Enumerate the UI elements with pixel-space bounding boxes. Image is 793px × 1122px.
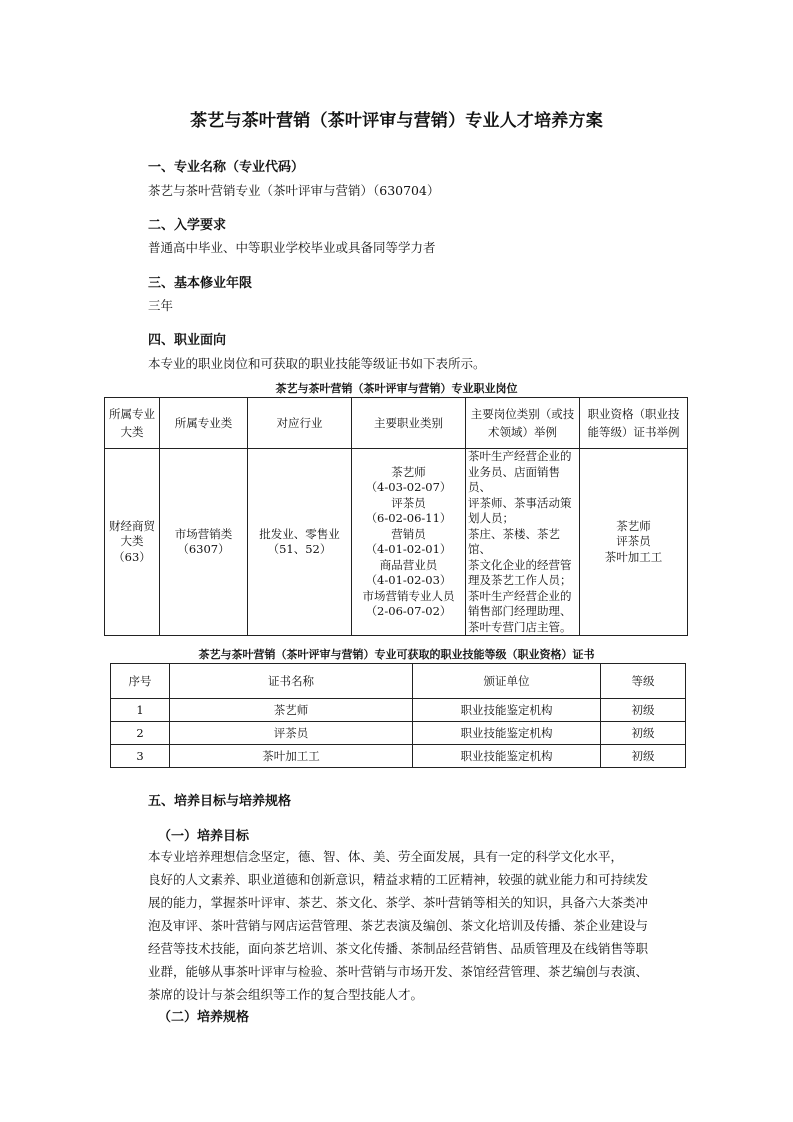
cell-line: 商品营业员 <box>379 557 438 572</box>
cell-line: 茶艺师 <box>391 464 426 479</box>
table-cell: 职业技能鉴定机构 <box>413 699 601 722</box>
table-cell: 初级 <box>601 699 686 722</box>
paragraph-line: 茶席的设计与茶会组织等工作的复合型技能人才。 <box>148 987 424 1002</box>
table-cell: 初级 <box>601 745 686 768</box>
cell-line: 茶艺师 <box>616 518 651 533</box>
paragraph-line: 展的能力，掌握茶叶评审、茶艺、茶文化、茶学、茶叶营销等相关的知识，具备六大茶类冲 <box>148 895 649 910</box>
cell-line: 评茶员 <box>616 534 651 549</box>
cell-line: （6-02-06-11） <box>365 511 452 525</box>
cell-line: （4-01-02-03） <box>365 573 452 587</box>
section-heading-4: 四、职业面向 <box>148 333 227 348</box>
occupation-table <box>104 397 688 636</box>
goals-paragraph <box>148 845 693 1006</box>
paragraph-line: 经营等技术技能，面向茶艺培训、茶文化传播、茶制品经营销售、品质管理及在线销售等职 <box>148 941 649 956</box>
section-text-2: 普通高中毕业、中等职业学校毕业或具备同等学力者 <box>148 240 436 255</box>
table-cell: 茶艺师 <box>170 699 413 722</box>
table-cell-occupations <box>352 449 466 636</box>
header-cell: 颁证单位 <box>413 664 601 699</box>
header-cell: 所属专业大类 <box>105 398 160 449</box>
cell-line: 茶叶生产经营企业的 <box>468 588 572 603</box>
table-cell-positions <box>466 449 580 636</box>
goals-heading: （一）培养目标 <box>158 829 250 844</box>
table-header-row <box>105 398 688 449</box>
cell-line: 理及茶艺工作人员； <box>468 573 572 587</box>
cell-line: 销售部门经理助理、 <box>468 604 572 618</box>
cell-line: 评茶员 <box>391 495 426 510</box>
table-row <box>105 449 688 636</box>
cell-line: 市场营销专业人员 <box>362 588 455 603</box>
section-heading-3: 三、基本修业年限 <box>148 276 253 291</box>
header-cell: 证书名称 <box>170 664 413 699</box>
section-text-4: 本专业的职业岗位和可获取的职业技能等级证书如下表所示。 <box>148 356 486 371</box>
paragraph-line: 良好的人文素养、职业道德和创新意识，精益求精的工匠精神，较强的就业能力和可持续发 <box>148 872 649 887</box>
cell-line: 营销员 <box>391 526 426 541</box>
header-cell: 序号 <box>111 664 170 699</box>
section-heading-1: 一、专业名称（专业代码） <box>148 160 305 175</box>
table-row <box>111 745 686 768</box>
header-cell: 主要职业类别 <box>352 398 466 449</box>
table1-caption: 茶艺与茶叶营销（茶叶评审与营销）专业职业岗位 <box>275 382 518 395</box>
section-text-3: 三年 <box>148 298 174 313</box>
cell-line: （4-01-02-01） <box>365 542 452 556</box>
table-row <box>111 722 686 745</box>
page-title: 茶艺与茶叶营销（茶叶评审与营销）专业人才培养方案 <box>190 111 603 131</box>
header-cell: 职业资格（职业技能等级）证书举例 <box>580 398 688 449</box>
section-heading-5: 五、培养目标与培养规格 <box>148 794 292 809</box>
table-cell: 财经商贸大类（63） <box>105 449 160 636</box>
cell-line: 茶庄、茶楼、茶艺馆、 <box>468 526 560 556</box>
cell-line: 茶叶专营门店主管。 <box>468 619 572 634</box>
cell-line: 业务员、店面销售员、 <box>468 464 560 494</box>
cell-line: （4-03-02-07） <box>365 480 452 494</box>
section-text-1: 茶艺与茶叶营销专业（茶叶评审与营销）（630704） <box>148 183 440 198</box>
table-cell: 1 <box>111 699 170 722</box>
table-cell: 3 <box>111 745 170 768</box>
table-cell: 评茶员 <box>170 722 413 745</box>
table-row <box>111 699 686 722</box>
cell-line: 茶叶加工工 <box>604 549 663 564</box>
table-cell: 2 <box>111 722 170 745</box>
cell-line: 茶叶生产经营企业的 <box>468 449 572 463</box>
section-heading-2: 二、入学要求 <box>148 218 227 233</box>
table2-caption: 茶艺与茶叶营销（茶叶评审与营销）专业可获取的职业技能等级（职业资格）证书 <box>198 648 595 661</box>
header-cell: 所属专业类 <box>160 398 248 449</box>
table-cell: 职业技能鉴定机构 <box>413 745 601 768</box>
paragraph-line: 业群，能够从事茶叶评审与检验、茶叶营销与市场开发、茶馆经营管理、茶艺编创与表演、 <box>148 964 649 979</box>
header-cell: 等级 <box>601 664 686 699</box>
cell-line: 茶文化企业的经营管 <box>468 557 572 572</box>
cell-line: 评茶师、茶事活动策 <box>468 495 572 510</box>
spec-heading: （二）培养规格 <box>158 1010 250 1025</box>
table-cell: 批发业、零售业（51、52） <box>248 449 352 636</box>
certificate-table <box>110 663 686 768</box>
paragraph-line: 本专业培养理想信念坚定，德、智、体、美、劳全面发展，具有一定的科学文化水平， <box>148 849 624 864</box>
cell-line: （2-06-07-02） <box>365 604 452 618</box>
table-cell: 初级 <box>601 722 686 745</box>
table-cell-certificates <box>580 449 688 636</box>
table-cell: 茶叶加工工 <box>170 745 413 768</box>
header-cell: 对应行业 <box>248 398 352 449</box>
table-cell: 市场营销类（6307） <box>160 449 248 636</box>
paragraph-line: 泡及审评、茶叶营销与网店运营管理、茶艺表演及编创、茶文化培训及传播、茶企业建设与 <box>148 918 649 933</box>
cell-line: 划人员； <box>468 511 514 525</box>
header-cell: 主要岗位类别（或技术领域）举例 <box>466 398 580 449</box>
table-cell: 职业技能鉴定机构 <box>413 722 601 745</box>
table-header-row <box>111 664 686 699</box>
